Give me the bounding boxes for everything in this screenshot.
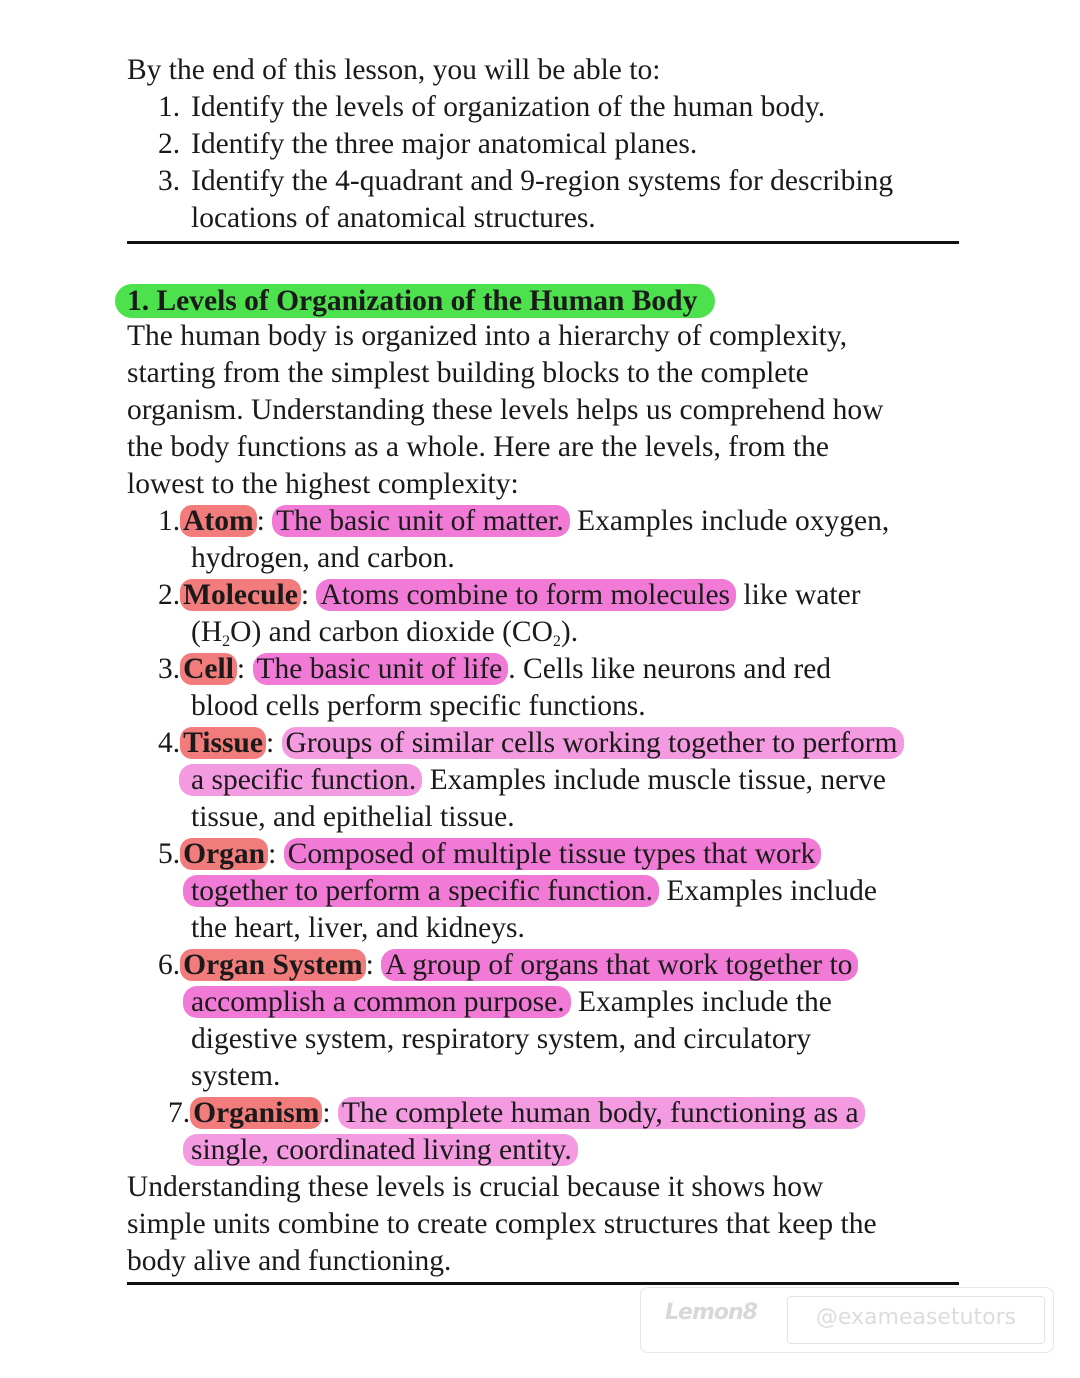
- list-item: 6. Organ System : A group of organs that work together to: [127, 947, 962, 984]
- list-item: 2. Molecule : Atoms combine to form molecules like water: [158, 579, 861, 611]
- section-title: 1. Levels of Organization of the Human Body: [115, 284, 715, 318]
- definition-highlight: accomplish a common purpose.: [183, 986, 571, 1018]
- definition-highlight: Groups of similar cells working together to perform: [282, 727, 904, 759]
- definition-highlight: The basic unit of life: [253, 653, 509, 685]
- divider: [127, 1282, 959, 1285]
- levels-list: 1. Atom : The basic unit of matter. Examples include oxygen, hydrogen, and carbon. 2. Molecule : Atoms combine to form molecules like water $(H_2O)$ and carbon dioxide $(CO_2)$. 3. Cell : The basic unit of life . Cells like neurons and red blood cells perform specific functions. 4. Tissue : Groups of similar cells working together to perform a specific function. Examples include muscle tissue, nerve tissue, and epithelial tissue. 5. Organ : Composed of multiple tissue types that work together to perform a specific function. Examples include the heart, liver, and kidneys. 6. Organ System : A group of organs that work together to accomplish a common purpose. Examples include the digestive system, respiratory system, and circulatory system. 7. Organism : The complete human body, functioning as a single, coordinated living entity.: [127, 503, 962, 1169]
- objective-item-continuation: locations of anatomical structures.: [191, 202, 596, 234]
- intro-text: By the end of this lesson, you will be able to:: [127, 54, 661, 86]
- objective-item: 2. Identify the three major anatomical planes.: [158, 128, 698, 160]
- objective-item: 3. Identify the 4-quadrant and 9-region systems for describing: [158, 165, 894, 197]
- term-cell: Cell: [180, 653, 237, 685]
- definition-highlight: The basic unit of matter.: [272, 505, 570, 537]
- term-tissue: Tissue: [180, 727, 266, 759]
- watermark-handle: @exameasetutors: [815, 1305, 1017, 1330]
- list-item: 7. Organism : The complete human body, functioning as a: [127, 1095, 962, 1132]
- definition-highlight: Composed of multiple tissue types that work: [284, 838, 822, 870]
- term-organ: Organ: [180, 838, 268, 870]
- list-item: 4. Tissue : Groups of similar cells working together to perform: [127, 725, 962, 762]
- definition-highlight: together to perform a specific function.: [183, 875, 659, 907]
- term-organ-system: Organ System: [180, 949, 365, 981]
- list-item: 5. Organ : Composed of multiple tissue types that work: [127, 836, 962, 873]
- objective-item: 1. Identify the levels of organization of the human body.: [158, 91, 826, 123]
- definition-highlight: single, coordinated living entity.: [183, 1134, 578, 1166]
- lemon8-logo: Lemon8: [665, 1300, 757, 1325]
- definition-highlight: a specific function.: [179, 764, 422, 796]
- term-molecule: Molecule: [180, 579, 301, 611]
- definition-highlight: A group of organs that work together to: [381, 949, 858, 981]
- section-paragraph: The human body is organized into a hierarchy of complexity, starting from the simplest building blocks to the complete organism. Understanding these levels helps us comprehend how the body functions as a whole. Here are the levels, from the lowest to the highest complexity:: [127, 320, 884, 500]
- definition-highlight: The complete human body, functioning as a: [338, 1097, 865, 1129]
- objectives-list: [127, 89, 962, 237]
- list-item: 3. Cell : The basic unit of life . Cells like neurons and red: [158, 653, 832, 685]
- term-atom: Atom: [180, 505, 256, 537]
- lesson-page: [127, 52, 962, 1285]
- conclusion-paragraph: Understanding these levels is crucial because it shows how simple units combine to create complex structures that keep the body alive and functioning.: [127, 1171, 877, 1277]
- definition-highlight: Atoms combine to form molecules: [316, 579, 736, 611]
- list-item: 1. Atom : The basic unit of matter. Examples include oxygen,: [158, 505, 890, 537]
- molecule-formula: $(H_2O)$ and carbon dioxide $(CO_2)$.: [191, 616, 579, 650]
- term-organism: Organism: [190, 1097, 322, 1129]
- watermark-handle-box: [787, 1296, 1045, 1344]
- watermark: [640, 1287, 1054, 1353]
